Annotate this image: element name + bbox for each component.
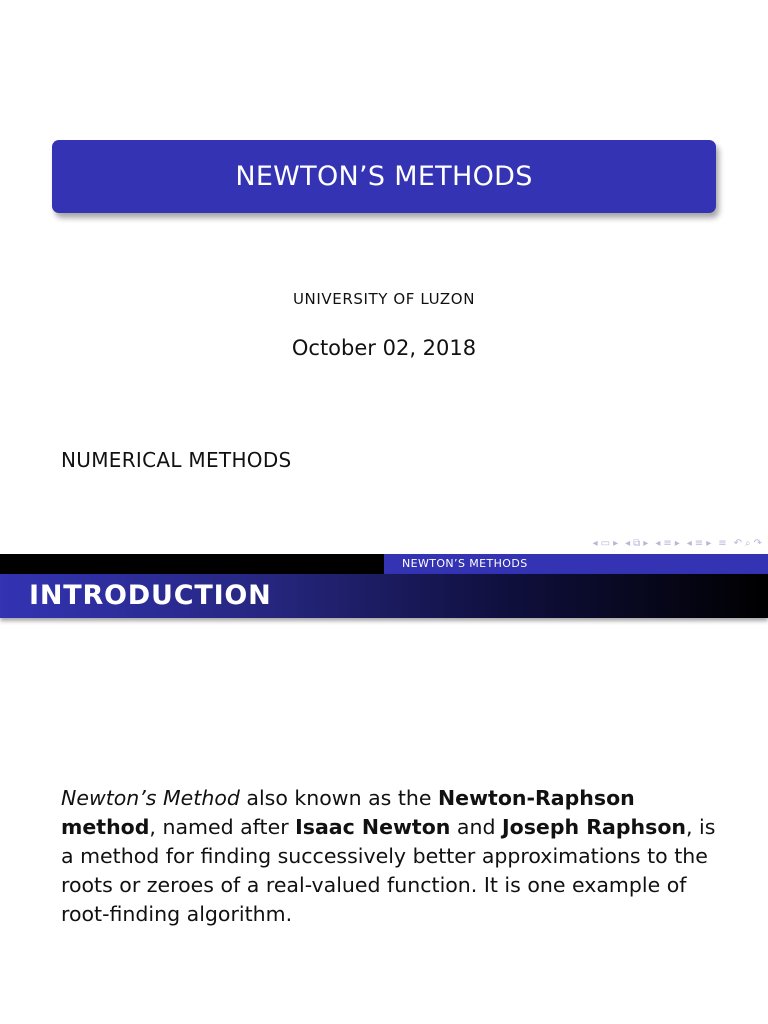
beamer-navigation-bar	[593, 536, 762, 550]
introduction-slide	[0, 554, 768, 1024]
nav-section-group	[655, 538, 679, 549]
nav-part-group	[687, 538, 711, 549]
header-left-bar	[0, 554, 384, 574]
nav-subsection-icon[interactable]: ⧉	[633, 537, 641, 549]
nav-search-group	[734, 538, 762, 549]
presentation-title: NEWTON’S METHODS	[235, 161, 533, 192]
institute-label: UNIVERSITY OF LUZON	[292, 290, 476, 308]
nav-right-icon[interactable]: ▸	[643, 537, 649, 549]
frame-title-bar	[0, 574, 768, 618]
nav-right-icon[interactable]: ▸	[613, 537, 619, 549]
header-short-title: NEWTON’S METHODS	[402, 557, 528, 570]
frame-title: INTRODUCTION	[29, 580, 272, 611]
nav-frame-group	[593, 538, 619, 549]
body-segment: , named after	[149, 815, 296, 839]
nav-section-icon[interactable]: ≡	[694, 537, 704, 549]
nav-left-icon[interactable]: ◂	[592, 537, 598, 549]
nav-left-icon[interactable]: ◂	[686, 537, 692, 549]
body-segment: Isaac Newton	[295, 815, 451, 839]
nav-search-icon[interactable]: ⌕	[745, 537, 751, 549]
header-right-bar	[384, 554, 768, 574]
nav-left-icon[interactable]: ◂	[655, 537, 661, 549]
presentation-date: October 02, 2018	[291, 336, 477, 360]
nav-subsection-group	[625, 538, 648, 549]
nav-right-icon[interactable]: ▸	[706, 537, 712, 549]
nav-right-icon[interactable]: ▸	[674, 537, 680, 549]
nav-align-icon[interactable]: ≡	[718, 537, 727, 549]
nav-left-icon[interactable]: ◂	[625, 537, 631, 549]
body-segment: Newton-Raphson method	[61, 786, 635, 839]
title-box	[52, 140, 716, 213]
body-segment: , is a method for finding successively better approximations to the roots or zeroes of a real-valued function. It is one example of root-finding algorithm.	[61, 815, 716, 926]
nav-frame-icon[interactable]: ▭	[600, 537, 611, 549]
nav-section-icon[interactable]: ≡	[663, 537, 672, 549]
nav-back-forward-icon[interactable]: ↷	[753, 537, 762, 549]
course-label: NUMERICAL METHODS	[61, 448, 292, 472]
body-segment: also known as the	[239, 786, 439, 810]
body-segment: and	[450, 815, 503, 839]
body-segment: Joseph Raphson	[502, 815, 687, 839]
nav-back-forward-icon[interactable]: ↶	[733, 537, 742, 549]
body-segment: Newton’s Method	[61, 786, 240, 810]
body-paragraph	[61, 784, 721, 929]
